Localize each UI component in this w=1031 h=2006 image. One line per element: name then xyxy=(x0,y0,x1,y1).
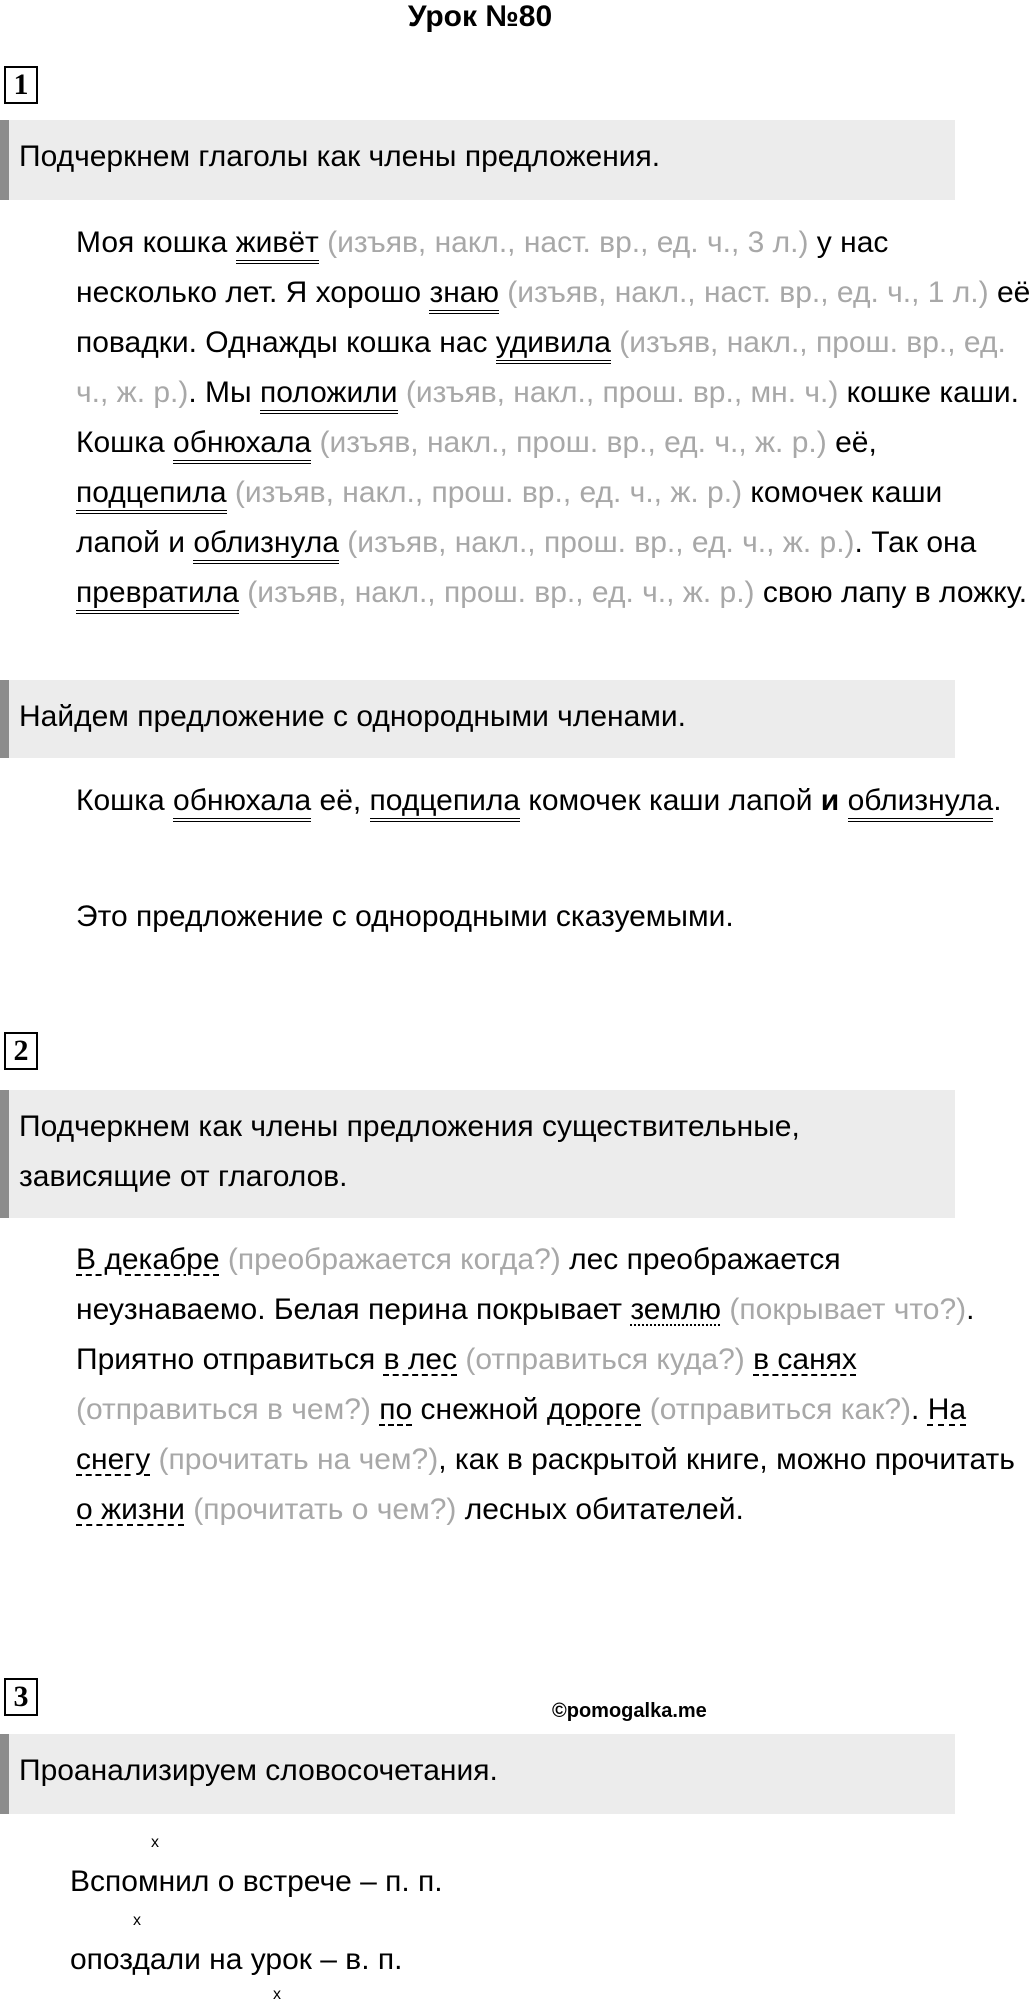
text-run: её, xyxy=(311,784,370,817)
text-run: кошке каши. Кошка xyxy=(76,376,1019,459)
predicate-word: подцепила xyxy=(370,784,521,822)
predicate-word: подцепила xyxy=(76,476,227,514)
text-run: лес преображается неузнаваемо. Белая перина покрывает xyxy=(76,1243,841,1326)
object-word: землю xyxy=(630,1293,722,1326)
text-run: . Так она xyxy=(854,526,977,559)
text-run: . xyxy=(911,1393,928,1426)
task-number-1: 1 xyxy=(4,66,38,104)
text-run: . Мы xyxy=(188,376,260,409)
grammar-note: (изъяв, накл., прош. вр., ед. ч., ж. р.) xyxy=(226,476,743,509)
conjunction: и xyxy=(820,784,840,817)
grammar-note: (прочитать о чем?) xyxy=(184,1493,457,1526)
phrase-2: опоздали на урок – в. п. xyxy=(70,1943,403,1976)
text-run: у нас несколько лет. Я хорошо xyxy=(76,226,889,309)
text-run: Кошка xyxy=(76,784,174,817)
predicate-word: облизнула xyxy=(193,526,339,564)
grammar-note: (отправиться куда?) xyxy=(457,1343,745,1376)
text-run: свою лапу в ложку. xyxy=(754,576,1028,609)
predicate-word: положили xyxy=(260,376,398,414)
predicate-word: превратила xyxy=(76,576,239,614)
head-word-mark: x xyxy=(133,1912,141,1929)
adverbial-word: в лес xyxy=(383,1343,458,1376)
watermark: ©pomogalka.me xyxy=(552,1700,707,1722)
phrase-1: Вспомнил о встрече – п. п. xyxy=(70,1865,443,1898)
task2-text xyxy=(2,1235,1031,1535)
grammar-note: (изъяв, накл., прош. вр., ед. ч., ж. р.) xyxy=(76,326,1006,409)
text-run: . xyxy=(993,784,1002,817)
text-run: её повадки. Однажды кошка нас xyxy=(76,276,1031,359)
adverbial-word: На снегу xyxy=(76,1393,967,1476)
page-title: Урок №80 xyxy=(407,0,553,33)
task1-instruction: Подчеркнем глаголы как члены предложения. xyxy=(0,120,955,200)
text-run xyxy=(371,1393,379,1426)
adverbial-word: В декабре xyxy=(76,1243,220,1276)
text-run: . Приятно отправиться xyxy=(76,1293,975,1376)
text-run: её, xyxy=(826,426,877,459)
predicate-word: обнюхала xyxy=(173,426,311,464)
text-run: комочек каши лапой и xyxy=(76,476,943,559)
task-number-3: 3 xyxy=(4,1678,38,1716)
adverbial-word: дороге xyxy=(546,1393,642,1426)
task1-sentence xyxy=(2,776,1031,826)
adverbial-word: о жизни xyxy=(76,1493,185,1526)
head-word-mark: x xyxy=(151,1834,159,1851)
task3-instruction: Проанализируем словосочетания. xyxy=(0,1734,955,1814)
grammar-note: (изъяв, накл., прош. вр., ед. ч., ж. р.) xyxy=(238,576,755,609)
grammar-note: (отправиться как?) xyxy=(641,1393,912,1426)
grammar-note: (изъяв, накл., наст. вр., ед. ч., 1 л.) xyxy=(498,276,989,309)
grammar-note: (изъяв, накл., наст. вр., ед. ч., 3 л.) xyxy=(318,226,809,259)
head-word-mark: x xyxy=(273,1986,281,2003)
task-number-2: 2 xyxy=(4,1032,38,1070)
task2-instruction: Подчеркнем как члены предложения существительные, зависящие от глаголов. xyxy=(0,1090,955,1218)
grammar-note: (отправиться в чем?) xyxy=(76,1393,371,1426)
adverbial-word: по xyxy=(379,1393,413,1426)
adverbial-word: в санях xyxy=(753,1343,857,1376)
grammar-note: (покрывает что?) xyxy=(721,1293,967,1326)
predicate-word: облизнула xyxy=(848,784,994,822)
text-run: , как в раскрытой книге, можно прочитать xyxy=(438,1443,1015,1476)
text-run: Моя кошка xyxy=(76,226,236,259)
text-run: комочек каши лапой xyxy=(520,784,821,817)
grammar-note: (изъяв, накл., прош. вр., мн. ч.) xyxy=(397,376,839,409)
grammar-note: (прочитать на чем?) xyxy=(150,1443,439,1476)
predicate-word: удивила xyxy=(496,326,611,364)
task1-conclusion: Это предложение с однородными сказуемыми. xyxy=(76,900,734,933)
task1-text xyxy=(2,218,1031,618)
text-run: лесных обитателей. xyxy=(456,1493,744,1526)
predicate-word: знаю xyxy=(429,276,499,314)
grammar-note: (изъяв, накл., прош. вр., ед. ч., ж. р.) xyxy=(311,426,827,459)
grammar-note: (изъяв, накл., прош. вр., ед. ч., ж. р.) xyxy=(338,526,855,559)
text-run xyxy=(839,784,847,817)
grammar-note: (преображается когда?) xyxy=(219,1243,561,1276)
text-run xyxy=(745,1343,753,1376)
predicate-word: обнюхала xyxy=(173,784,311,822)
task1-instruction2: Найдем предложение с однородными членами. xyxy=(0,680,955,758)
text-run: снежной xyxy=(412,1393,547,1426)
predicate-word: живёт xyxy=(236,226,319,264)
